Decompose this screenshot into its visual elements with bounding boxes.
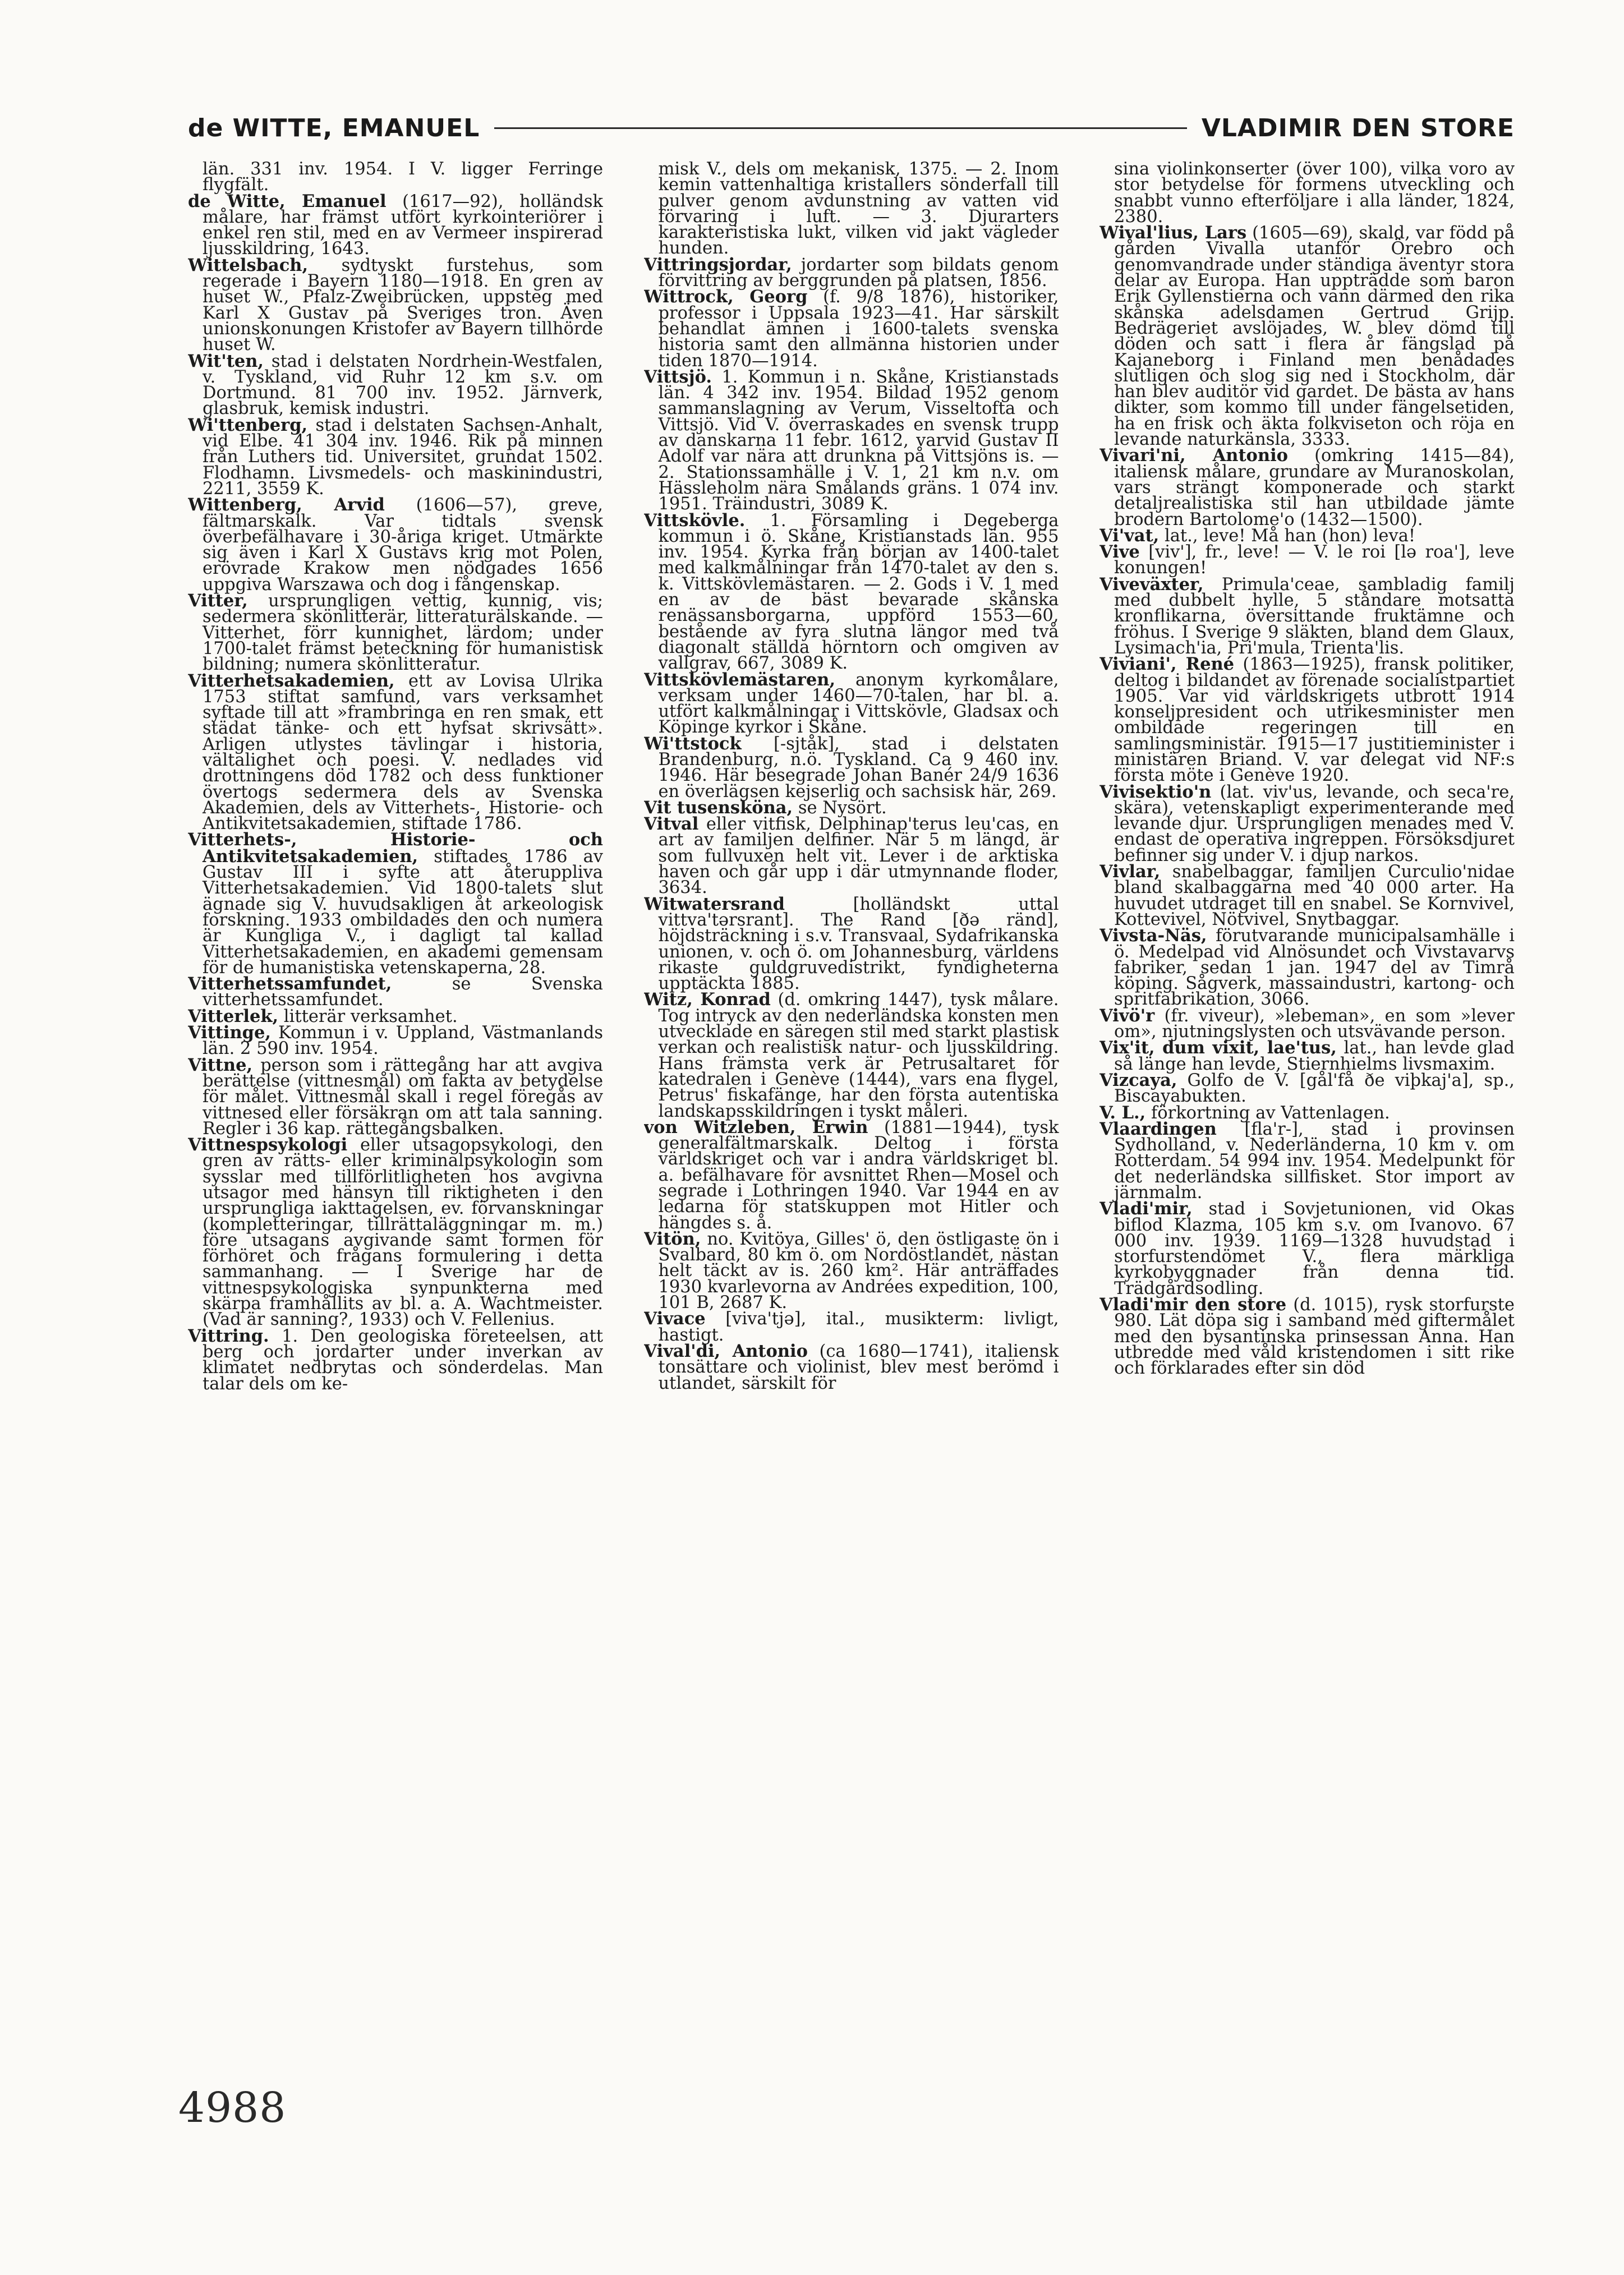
entry-text: stad i Sovjetunionen, vid Okas biflod Klazma, 105 km s.v. om Ivanovo. 67 000 inv. 1939. 1169—1328 huvudstad i storfurstendömet V., flera märkliga kyrkobyggnader från denna tid. Trädgårdsodling. [1114, 1199, 1515, 1298]
column-3 [1099, 162, 1515, 2001]
entry-headword: Wittrock, Georg [643, 287, 808, 307]
entry-text: stad i delstaten Nordrhein-Westfalen, v. Tyskland, vid Ruhr 12 km s.v. om Dortmund. 81 700 inv. 1952. Järnverk, glasbruk, kemisk industri. [203, 351, 603, 419]
dictionary-entry [188, 417, 603, 497]
dictionary-entry [188, 353, 603, 417]
entry-text: stiftades 1786 av Gustav III i syfte att återuppliva Vitterhetsakademien. Vid 1800-talets slut ägnade sig V. huvudsakligen åt arkeologisk forskning. 1933 ombildades den och numera är Kungliga V., i dagligt tal kallad Vitterhetsakademien, en akademi gemensam för de humanistiska vetenskaperna, 28. [203, 846, 603, 978]
entry-text: (d. 1015), rysk storfurste 980. Lät döpa sig i samband med giftermålet med den bysantinska prinsessan Anna. Han utbredde med våld kristendomen i sitt rike och förklarades efter sin död [1114, 1295, 1515, 1379]
dictionary-entry [1099, 544, 1515, 577]
entry-text: [fla'r-], stad i provinsen Sydholland, v. Nederländerna, 10 km v. om Rotterdam. 54 994 inv. 1954. Medelpunkt för det nederländska sillfisket. Stor import av järnmalm. [1114, 1119, 1515, 1203]
entry-headword: Vitterhetssamfundet, [188, 974, 392, 994]
entry-headword: Vivsta-Näs, [1099, 925, 1207, 946]
dictionary-entry [1099, 864, 1515, 928]
dictionary-entry [644, 896, 1059, 992]
dictionary-entry [644, 1343, 1059, 1392]
entry-text: lat., leve! Må han (hon) leva! [1159, 526, 1416, 546]
running-header [188, 111, 1515, 145]
entry-text: Primula'ceae, sambladig familj med dubbelt hylle, 5 ståndare motsatta kronflikarna, översittande fruktämne och fröhus. I Sverige 9 släkten, bland dem Glaux, Lysimach'ia, Pri'mula, Trienta'lis. [1114, 574, 1515, 658]
page-number: 4988 [178, 2084, 287, 2132]
entry-headword: Vitön, [643, 1228, 701, 1249]
entry-headword: Wi'ttenberg, [188, 415, 308, 435]
entry-text: (lat. viv'us, levande, och seca're, skära), vetenskapligt experimenterande med levande djur. Ursprungligen menades med V. endast de operativa ingreppen. Försöksdjuret befinner sig under V. i djup narkos. [1114, 782, 1515, 865]
entry-headword: Viveväxter, [1099, 574, 1204, 595]
entry-headword: Vix'it, dum vixit, lae'tus, [1099, 1038, 1337, 1058]
entry-headword: Vittne, [188, 1054, 253, 1075]
dictionary-entry [1099, 1040, 1515, 1072]
entry-text: Golfo de V. [gål'få ðe viþkaj'a], sp., Biscayabukten. [1114, 1070, 1515, 1107]
entry-headword: Vivö'r [1099, 1005, 1155, 1026]
entry-headword: Vittskövlemästaren, [643, 669, 836, 690]
entry-headword: Vival'di, Antonio [643, 1341, 808, 1361]
dictionary-entry [1099, 781, 1515, 865]
dictionary-entry [1099, 445, 1515, 529]
dictionary-entry [188, 257, 603, 353]
entry-text: 1. Församling i Degeberga kommun i ö. Skåne, Kristianstads län. 955 inv. 1954. Kyrka från början av 1400-talet med kalkmålningar från 1470-talet av den s. k. Vittskövlemästaren. — 2. Gods i V. 1 med en av de bäst bevarade skånska renässansborgarna, uppförd 1553—60, bestående av fyra slutna längor med två diagonalt ställda hörntorn och omgiven av vallgrav, 667, 3089 K. [658, 510, 1059, 674]
entry-headword: Vittringsjordar, [643, 254, 792, 275]
entry-text: (ca 1680—1741), italiensk tonsättare och violinist, blev mest berömd i utlandet, särskilt för [658, 1341, 1059, 1393]
dictionary-entry [1099, 225, 1515, 448]
entry-text: snabelbaggar, familjen Curculio'nidae bland skalbaggarna med 40 000 arter. Ha huvudet utdraget till en snabel. Se Kornvivel, Kottevivel, Nötvivel, Snytbaggar. [1114, 862, 1515, 929]
dictionary-entry [643, 669, 1059, 738]
header-rule [494, 127, 1187, 129]
entry-headword: Vitterhetsakademien, [188, 670, 395, 691]
entry-headword: Wittenberg, Arvid [188, 495, 385, 515]
entry-text: 1. Kommun i n. Skåne, Kristianstads län. 4 342 inv. 1954. Bildad 1952 genom sammanslagning av Verum, Visseltofta och Vittsjö. Vid V. överraskades en svensk trupp av danskarna 11 febr. 1612, varvid Gustav II Adolf var nära att drunkna på Vittsjöns is. — 2. Stationssamhälle i V. 1, 21 km n.v. om Hässleholm nära Smålands gräns. 1 074 inv. 1951. Träindustri, 3089 K. [658, 367, 1059, 514]
entry-headword: Vitterhets-, Historie- och Antikvitetsakademien, [188, 830, 603, 867]
entry-text: (1605—69), skald, var född på gården Vivalla utanför Örebro och genomvandrade under ständiga äventyr stora delar av Europa. Han uppträdde som baron Erik Gyllenstierna och vann därmed den rika skånska adelsdamen Gertrud Grijp. Bedrägeriet avslöjades, W. blev dömd till döden och satt i flera år fängslad på Kajaneborg i Finland men benådades slutligen och slog sig ned i Stockholm, där han blev auditör vid gardet. De bästa av hans dikter, som kommo till under fängelsetiden, ha en frisk och äkta folkviseton och röja en levande naturkänsla, 3333. [1114, 223, 1515, 450]
entry-text: (fr. viveur), »lebeman», en som »lever om», njutningslysten och utsvävande person. [1114, 1006, 1515, 1042]
entry-text: [viva'tjə], ital., musikterm: livligt, hastigt. [658, 1309, 1059, 1345]
dictionary-entry [188, 191, 603, 259]
dictionary-entry [643, 733, 1059, 802]
entry-headword: Vizcaya, [1099, 1070, 1177, 1090]
entry-text: eller vitfisk, Delphinap'terus leu'cas, en art av familjen delfiner. När 5 m längd, är som fullvuxen helt vit. Lever i de arktiska haven och går upp i där utmynnande floder, 3634. [658, 814, 1059, 898]
dictionary-entry [643, 510, 1059, 674]
entry-text: Kommun i v. Uppland, Västmanlands län. 2 590 inv. 1954. [203, 1023, 603, 1059]
entry-headword: Vivisektio'n [1099, 781, 1212, 802]
entry-headword: Vi'vat, [1099, 525, 1160, 546]
entry-text: (1606—57), greve, fältmarskalk. Var tidtals svensk överbefälhavare i 30-åriga kriget. Utmärkte sig även i Karl X Gustavs krig mot Polen, erövrade Krakow men nödgades 1656 uppgiva Warszawa och dog i fångenskap. [203, 495, 603, 595]
header-right-guide-word: VLADIMIR DEN STORE [1201, 113, 1515, 142]
dictionary-entry [188, 1025, 603, 1057]
entry-text: förkortning av Vattenlagen. [1145, 1103, 1390, 1123]
entry-text: person som i rättegång har att avgiva berättelse (vittnesmål) om fakta av betydelse för målet. Vittnesmål skall i regel föregås av vittnesed eller försäkran om att tala sanning. Regler i 36 kap. rättegångsbalken. [203, 1055, 603, 1139]
entry-headword: Vitter, [188, 591, 248, 611]
entry-text: no. Kvitöya, Gilles' ö, den östligaste ön i Svalbard, 80 km ö. om Nordöstlandet, nästan helt täckt av is. 260 km². Här anträffades 1930 kvarlevorna av Andrées expedition, 100, 101 B, 2687 K. [658, 1229, 1059, 1313]
entry-headword: Viviani', René [1099, 654, 1235, 675]
entry-headword: V. L., [1099, 1102, 1146, 1123]
dictionary-entry [1099, 1072, 1515, 1105]
dictionary-entry [1099, 1005, 1515, 1042]
dictionary-entry [1099, 1118, 1515, 1203]
entry-text: misk V., dels om mekanisk, 1375. — 2. Inom kemin vattenhaltiga kristallers sönderfall till pulver genom avdunstning av vatten vid förvaring i luft. — 3. Djurarters karakteristiska lukt, vilken vid jakt vägleder hunden. [658, 162, 1059, 259]
entry-headword: Witz, Konrad [643, 989, 771, 1010]
dictionary-entry [188, 593, 603, 673]
entry-headword: Vive [1099, 542, 1140, 563]
dictionary-entry [644, 162, 1059, 257]
entry-headword: Vivlar, [1099, 862, 1161, 882]
dictionary-entry [643, 366, 1059, 514]
dictionary-entry [188, 670, 603, 834]
entry-text: län. 331 inv. 1954. I V. ligger Ferringe flygfält. [203, 162, 603, 195]
entry-headword: Vittnespsykologi [188, 1135, 348, 1155]
dictionary-columns [188, 162, 1515, 2001]
entry-text: litterär verksamhet. [278, 1006, 458, 1026]
entry-headword: Vlaardingen [1099, 1118, 1217, 1139]
entry-text: (d. omkring 1447), tysk målare. Tog intryck av den nederländska konsten men utvecklade en säregen stil med starkt plastisk verkan och realistisk natur- och ljusskildring. Hans främsta verk är Petrusaltaret för katedralen i Genève (1444), vars ena flygel, Petrus' fiskafänge, har den första autentiska landskapsskildringen i tyskt måleri. [658, 990, 1059, 1121]
entry-headword: Vladi'mir, [1099, 1199, 1193, 1219]
entry-headword: Wittelsbach, [188, 255, 309, 275]
entry-headword: Vittsjö. [643, 366, 712, 387]
dictionary-entry [1099, 574, 1515, 658]
entry-text: (1863—1925), fransk politiker, deltog i bildandet av förenade socialistpartiet 1905. Var vid världskrigets utbrott 1914 konseljpresident och utrikesminister men ombildade regeringen till en samlingsministär. 1915—17 justitieminister i ministären Briand. V. var delegat vid NF:s första möte i Genève 1920. [1114, 655, 1515, 786]
column-2 [644, 162, 1059, 2001]
entry-text: (omkring 1415—84), italiensk målare, grundare av Muranoskolan, vars strängt komponerade och starkt detaljrealistiska stil han utbildade jämte brodern Bartolome'o (1432—1500). [1114, 446, 1515, 529]
dictionary-entry [188, 1054, 603, 1139]
dictionary-entry [1099, 1295, 1515, 1379]
entry-text: 1. Den geologiska företeelsen, att berg och jordarter under inverkan av klimatet nedbrytas och sönderdelas. Man talar dels om ke- [203, 1326, 603, 1394]
dictionary-entry [643, 1117, 1059, 1233]
entry-headword: Vittring. [188, 1325, 269, 1346]
dictionary-entry [188, 1137, 603, 1328]
entry-text: jordarter som bildats genom förvittring av berggrunden på platsen, 1856. [658, 255, 1059, 291]
header-left-guide-word: de WITTE, EMANUEL [188, 113, 480, 142]
entry-text: lat., han levde glad så länge han levde, Stiernhielms livsmaxim. [1114, 1038, 1515, 1074]
dictionary-entry [188, 1325, 603, 1394]
entry-text: se Svenska vitterhetssamfundet. [203, 974, 603, 1010]
entry-text: [holländskt uttal vittva'tərsrant]. The Rand [ðə ränd], höjdsträckning i s.v. Transvaal, Sydafrikanska unionen, v. och ö. om Johannesburg, världens rikaste guldgruvedistrikt, fyndigheterna upptäckta 1885. [658, 894, 1059, 994]
entry-text: anonym kyrkomålare, verksam under 1460—70-talen, har bl. a. utfört kalkmålningar i Vittskövle, Gladsax och Köpinge kyrkor i Skåne. [658, 670, 1059, 738]
entry-headword: Witwatersrand [643, 894, 785, 914]
entry-headword: de Witte, Emanuel [188, 191, 387, 211]
entry-headword: Wit'ten, [188, 351, 264, 371]
entry-text: (f. 9/8 1876), historiker, professor i Uppsala 1923—41. Har särskilt behandlat ämnen i 1600-talets svenska historia samt den allmänna historien under tiden 1870—1914. [658, 287, 1059, 371]
entry-headword: Wi'ttstock [643, 733, 742, 754]
dictionary-entry [644, 816, 1059, 896]
dictionary-entry [643, 1228, 1059, 1313]
entry-text: [-sjtåk], stad i delstaten Brandenburg, n.ö. Tyskland. Ca 9 460 inv. 1946. Här besegrade Johan Banér 24/9 1636 en överlägsen kejserlig och sachsisk här, 269. [658, 734, 1059, 802]
entry-text: (1881—1944), tysk generalfältmarskalk. Deltog i första världskriget och var i andra världskriget bl. a. befälhavare för avsnittet Rhen—Mosel och segrade i Lothringen 1940. Var 1944 en av ledarna för statskuppen mot Hitler och hängdes s. å. [658, 1117, 1059, 1233]
entry-text: se Nysört. [793, 798, 887, 818]
entry-text: sina violinkonserter (över 100), vilka voro av stor betydelse för formens utveckling och snabbt vunno efterföljare i alla länder, 1824, 2380. [1114, 162, 1515, 227]
dictionary-entry [1099, 656, 1515, 784]
entry-text: eller utsagopsykologi, den gren av rätts- eller kriminalpsykologin som sysslar med tillförlitligheten hos avgivna utsagor med hänsyn till riktigheten i den ursprungliga iakttagelsen, ev. förvanskningar (kompletteringar, tillrättaläggningar m. m.) före utsagans avgivande samt formen för förhöret och frågans formulering i detta sammanhang. — I Sverige har de vittnespsykologiska synpunkterna med skärpa framhållits av bl. a. A. Wachtmeister. (Vad är sanning?, 1933) och V. Fellenius. [203, 1135, 603, 1330]
dictionary-entry [643, 797, 1059, 818]
dictionary-entry [643, 254, 1059, 291]
dictionary-entry [1099, 162, 1515, 225]
entry-text: förutvarande municipalsamhälle i ö. Medelpad vid Alnösundet och Vivstavarvs fabriker, sedan 1 jan. 1947 del av Timrå köping. Sågverk, massaindustri, kartong- och spritfabrikation, 3066. [1114, 926, 1515, 1010]
entry-text: sydtyskt furstehus, som regerade i Bayern 1180—1918. En gren av huset W., Pfalz-Zweibrücken, uppsteg med Karl X Gustav på Sveriges tron. Även unionskonungen Kristofer av Bayern tillhörde huset W. [203, 255, 603, 355]
dictionary-entry [188, 832, 603, 976]
entry-text: ett av Lovisa Ulrika 1753 stiftat samfund, vars verksamhet syftade till att »frambringa en ren smak, ett städat tänke- och ett hyfsat skrivsätt». Arligen utlystes tävlingar i historia, vältalighet och poesi. V. nedlades vid drottningens död 1782 och dess funktioner övertogs sedermera dels av Svenska Akademien, dels av Vitterhets-, Historie- och Antikvitetsakademien, stiftade 1786. [203, 671, 603, 834]
column-1 [188, 162, 603, 2001]
entry-text: [viv'], fr., leve! — V. le roi [lə roa'], leve konungen! [1114, 542, 1515, 578]
entry-headword: Vitval [643, 814, 699, 835]
entry-text: stad i delstaten Sachsen-Anhalt, vid Elbe. 41 304 inv. 1946. Rik på minnen från Luthers tid. Universitet, grundat 1502. Flodhamn. Livsmedels- och maskinindustri, 2211, 3559 K. [203, 415, 603, 499]
dictionary-entry [643, 989, 1059, 1121]
dictionary-entry [188, 162, 603, 194]
entry-headword: von Witzleben, Erwin [643, 1117, 868, 1138]
dictionary-entry [1099, 525, 1515, 546]
entry-headword: Vladi'mir den store [1099, 1295, 1287, 1315]
entry-text: (1617—92), holländsk målare, har främst utfört kyrkointeriörer i enkel ren stil, med en av Vermeer inspirerad ljusskildring, 1643. [203, 191, 603, 259]
entry-headword: Vivari'ni, Antonio [1099, 445, 1289, 466]
entry-headword: Wival'lius, Lars [1099, 223, 1247, 243]
dictionary-entry [644, 1311, 1059, 1343]
dictionary-entry [188, 497, 603, 593]
entry-headword: Vitterlek, [188, 1006, 279, 1026]
entry-headword: Vittinge, [188, 1023, 272, 1043]
dictionary-entry [1099, 1201, 1515, 1297]
dictionary-entry [644, 289, 1059, 369]
entry-headword: Vittskövle. [643, 510, 746, 531]
dictionary-entry [1099, 925, 1515, 1010]
dictionary-entry [188, 976, 603, 1008]
entry-headword: Vivace [643, 1309, 706, 1329]
entry-text: ursprungligen vettig, kunnig, vis; sedermera skönlitterär, litteraturälskande. — Vitterhet, förr kunnighet, lärdom; under 1700-talet främst beteckning för humanistisk bildning; numera skönlitteratur. [203, 591, 603, 675]
entry-headword: Vit tusensköna, [643, 797, 793, 818]
